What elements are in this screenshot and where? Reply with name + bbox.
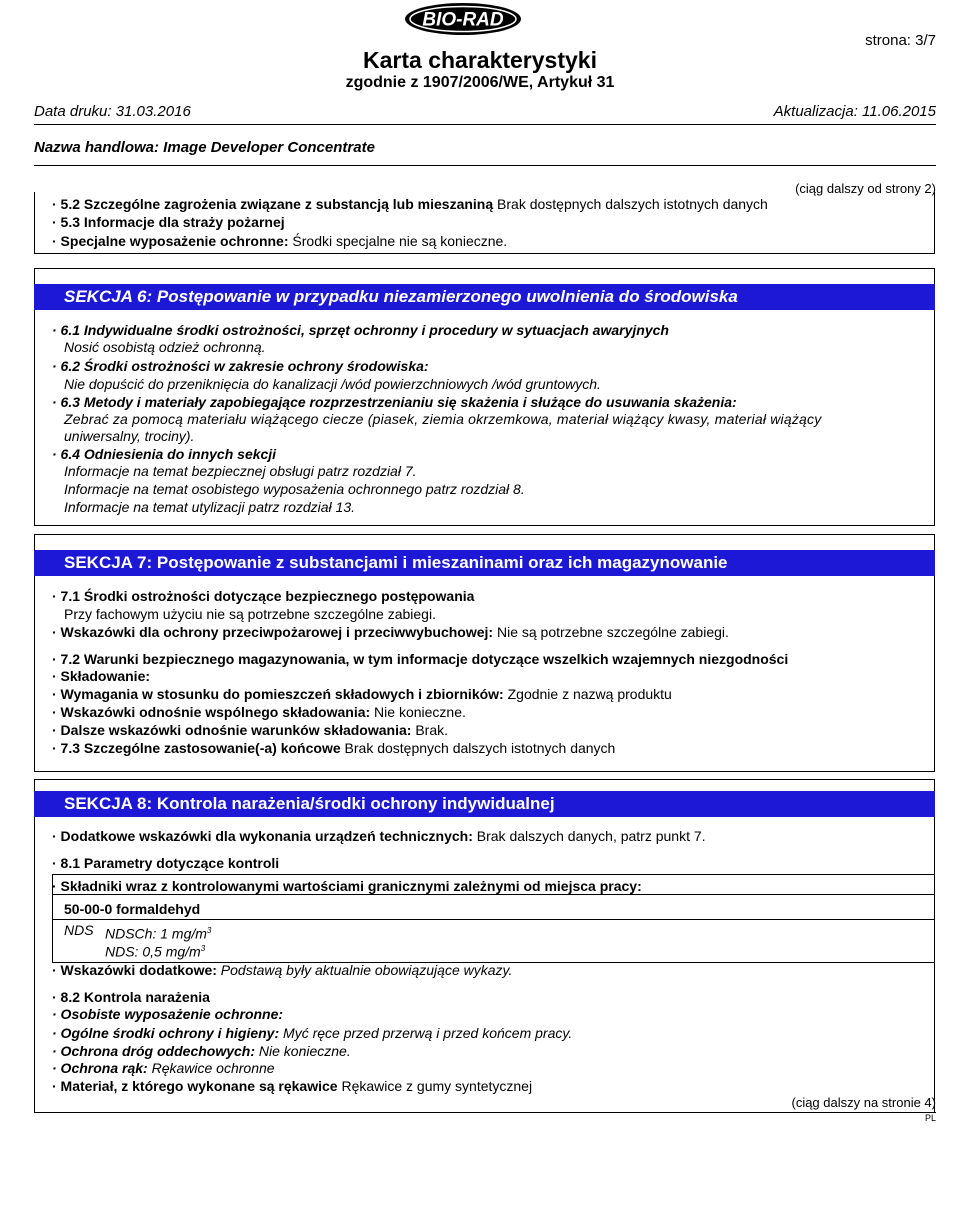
s8-line-10: · Materiał, z którego wykonane są rękawice Rękawice z gumy syntetycznej [52, 1078, 533, 1094]
s7-line-3: · Wskazówki dla ochrony przeciwpożarowej i przeciwwybuchowej: Nie są potrzebne szczególne zabiegi. [52, 624, 729, 640]
s6-line-4: Nie dopuścić do przeniknięcia do kanalizacji /wód powierzchniowych /wód gruntowych. [64, 376, 601, 392]
s8-line-9: · Ochrona rąk: Rękawice ochronne [52, 1060, 275, 1076]
continued-from: (ciąg dalszy od strony 2) [795, 181, 936, 196]
s8-line-5: · 8.2 Kontrola narażenia [52, 989, 210, 1005]
print-date: Data druku: 31.03.2016 [34, 103, 191, 120]
language-code: PL [924, 1113, 936, 1123]
s6-line-7: uniwersalny, trociny). [64, 428, 195, 444]
s6-line-11: Informacje na temat utylizacji patrz rozdział 13. [64, 499, 356, 515]
s7-line-4: · 7.2 Warunki bezpiecznego magazynowania, w tym informacje dotyczące wszelkich wzajemnych niezgodności [52, 651, 789, 667]
s6-line-6: Zebrać za pomocą materiału wiążącego ciecze (piasek, ziemia okrzemkowa, materiał wiążący kwasy, materiał wiążący [64, 411, 822, 427]
s7-line-5: · Składowanie: [52, 668, 151, 684]
s8-line-6: · Osobiste wyposażenie ochronne: [52, 1006, 284, 1022]
section-8-title: SEKCJA 8: Kontrola narażenia/środki ochrony indywidualnej [34, 791, 935, 817]
s5-line-2: · 5.3 Informacje dla straży pożarnej [52, 214, 285, 230]
s7-line-7: · Wskazówki odnośnie wspólnego składowania: Nie konieczne. [52, 704, 466, 720]
s7-line-6: · Wymagania w stosunku do pomieszczeń składowych i zbiorników: Zgodnie z nazwą produktu [52, 686, 672, 702]
limits-table-divider [52, 894, 935, 895]
s8-line-8: · Ochrona dróg oddechowych: Nie konieczne. [52, 1043, 351, 1059]
document-title: Karta charakterystyki [363, 47, 597, 73]
s8-line-3: · Składniki wraz z kontrolowanymi wartościami granicznymi zależnymi od miejsca pracy: [52, 878, 642, 894]
nds-label: NDS [64, 922, 94, 938]
nds-value: NDS: 0,5 $mg/m^3$ [105, 943, 206, 960]
trade-name: Nazwa handlowa: Image Developer Concentrate [34, 139, 375, 156]
s7-line-2: Przy fachowym użyciu nie są potrzebne szczególne zabiegi. [64, 606, 436, 622]
s6-line-8: · 6.4 Odniesienia do innych sekcji [52, 446, 277, 462]
footer-divider [34, 1112, 936, 1113]
section-6-title: SEKCJA 6: Postępowanie w przypadku niezamierzonego uwolnienia do środowiska [34, 284, 935, 310]
s7-line-1: · 7.1 Środki ostrożności dotyczące bezpiecznego postępowania [52, 588, 475, 604]
update-date: Aktualizacja: 11.06.2015 [773, 103, 936, 120]
ndsch-value: NDSCh: 1 $mg/m^3$ [105, 925, 212, 942]
s6-line-1: · 6.1 Indywidualne środki ostrożności, sprzęt ochronny i procedury w sytuacjach awaryjnych [52, 322, 669, 338]
s8-line-1: · Dodatkowe wskazówki dla wykonania urządzeń technicznych: Brak dalszych danych, patrz punkt 7. [52, 828, 706, 844]
s6-line-9: Informacje na temat bezpiecznej obsługi patrz rozdział 7. [64, 463, 417, 479]
s7-line-9: · 7.3 Szczególne zastosowanie(-a) końcowe Brak dostępnych dalszych istotnych danych [52, 740, 616, 756]
s8-line-4: · Wskazówki dodatkowe: Podstawą były aktualnie obowiązujące wykazy. [52, 962, 513, 978]
s8-line-7: · Ogólne środki ochrony i higieny: Myć ręce przed przerwą i przed końcem pracy. [52, 1025, 573, 1041]
s6-line-2: Nosić osobistą odzież ochronną. [64, 339, 266, 355]
continued-to: (ciąg dalszy na stronie 4) [791, 1095, 936, 1110]
s6-line-10: Informacje na temat osobistego wyposażenia ochronnego patrz rozdział 8. [64, 481, 525, 497]
bio-rad-logo [404, 2, 522, 36]
substance-name: 50-00-0 formaldehyd [64, 901, 201, 917]
page-number: strona: 3/7 [865, 32, 936, 49]
s7-line-8: · Dalsze wskazówki odnośnie warunków składowania: Brak. [52, 722, 449, 738]
section-7-title: SEKCJA 7: Postępowanie z substancjami i mieszaninami oraz ich magazynowanie [34, 550, 935, 576]
s6-line-5: · 6.3 Metody i materiały zapobiegające rozprzestrzenianiu się skażenia i służące do usuwania skażenia: [52, 394, 737, 410]
header-divider [34, 124, 936, 125]
document-subtitle: zgodnie z 1907/2006/WE, Artykuł 31 [345, 74, 615, 91]
s5-line-3: · Specjalne wyposażenie ochronne: Środki specjalne nie są konieczne. [52, 233, 508, 249]
header-divider-2 [34, 165, 936, 166]
limits-table-divider-2 [52, 919, 935, 920]
s5-line-1: · 5.2 Szczególne zagrożenia związane z substancją lub mieszaniną Brak dostępnych dalszych istotnych danych [52, 196, 768, 212]
s8-line-2: · 8.1 Parametry dotyczące kontroli [52, 855, 280, 871]
s6-line-3: · 6.2 Środki ostrożności w zakresie ochrony środowiska: [52, 358, 429, 374]
svg-text:BIO-RAD: BIO-RAD [422, 9, 504, 31]
